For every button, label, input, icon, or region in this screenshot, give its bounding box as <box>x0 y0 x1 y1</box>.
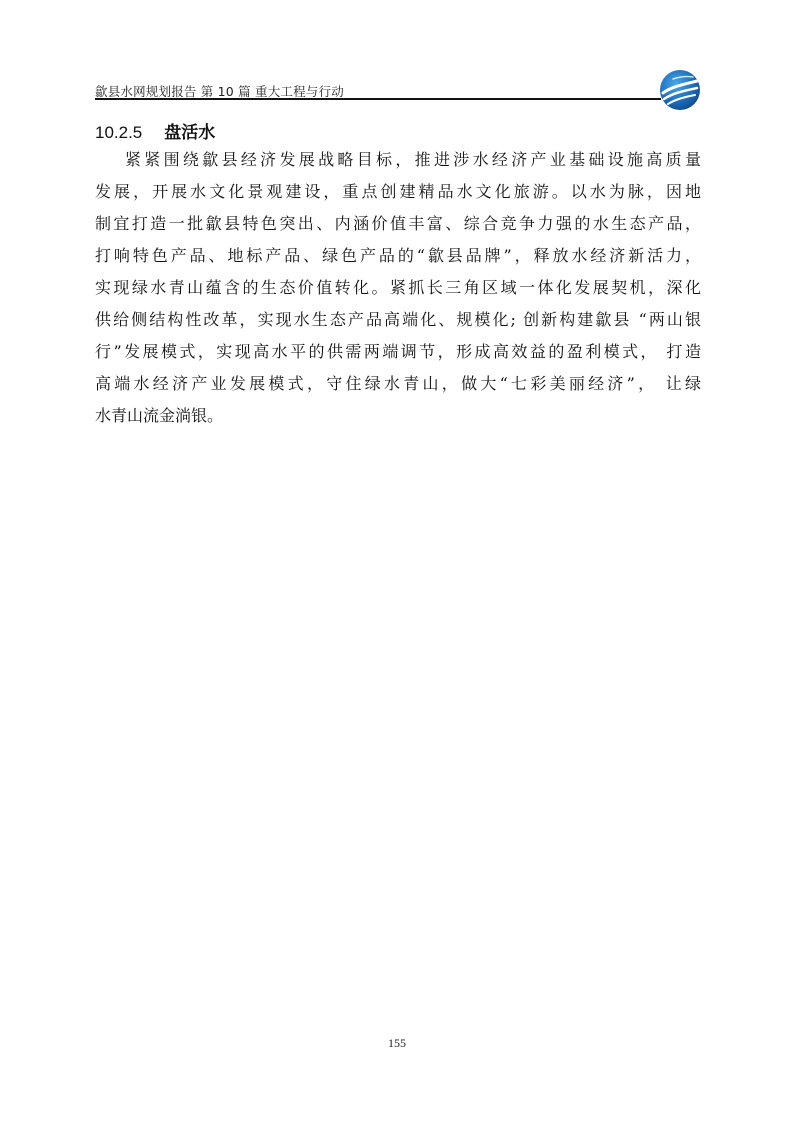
paragraph-line: 制宜打造一批歙县特色突出、内涵价值丰富、综合竞争力强的水生态产品， <box>95 214 701 233</box>
paragraph-line: 打响特色产品、地标产品、绿色产品的“歙县品牌”，释放水经济新活力， <box>95 246 701 265</box>
section-title: 盘活水 <box>164 123 216 143</box>
header-title: 歙县水网规划报告 第 10 篇 重大工程与行动 <box>95 84 344 99</box>
paragraph-line: 供给侧结构性改革，实现水生态产品高端化、规模化; 创新构建歙县 “两山银 <box>95 310 701 329</box>
paragraph-line: 实现绿水青山蕴含的生态价值转化。紧抓长三角区域一体化发展契机，深化 <box>95 278 701 297</box>
page-number: 155 <box>388 1036 406 1050</box>
paragraph-line: 行”发展模式，实现高水平的供需两端调节，形成高效益的盈利模式， 打造 <box>95 342 701 361</box>
header-divider <box>95 98 661 100</box>
section-heading <box>95 118 215 143</box>
paragraph-line: 紧紧围绕歙县经济发展战略目标，推进涉水经济产业基础设施高质量 <box>125 150 701 169</box>
paragraph-line: 发展，开展水文化景观建设，重点创建精品水文化旅游。以水为脉，因地 <box>95 182 701 201</box>
page-header <box>95 70 701 100</box>
body-paragraph <box>95 144 701 432</box>
water-network-logo-icon <box>659 69 701 111</box>
section-number: 10.2.5 <box>95 123 143 142</box>
paragraph-line: 水青山流金淌银。 <box>95 406 224 425</box>
paragraph-line: 高端水经济产业发展模式，守住绿水青山，做大“七彩美丽经济”， 让绿 <box>95 374 701 393</box>
